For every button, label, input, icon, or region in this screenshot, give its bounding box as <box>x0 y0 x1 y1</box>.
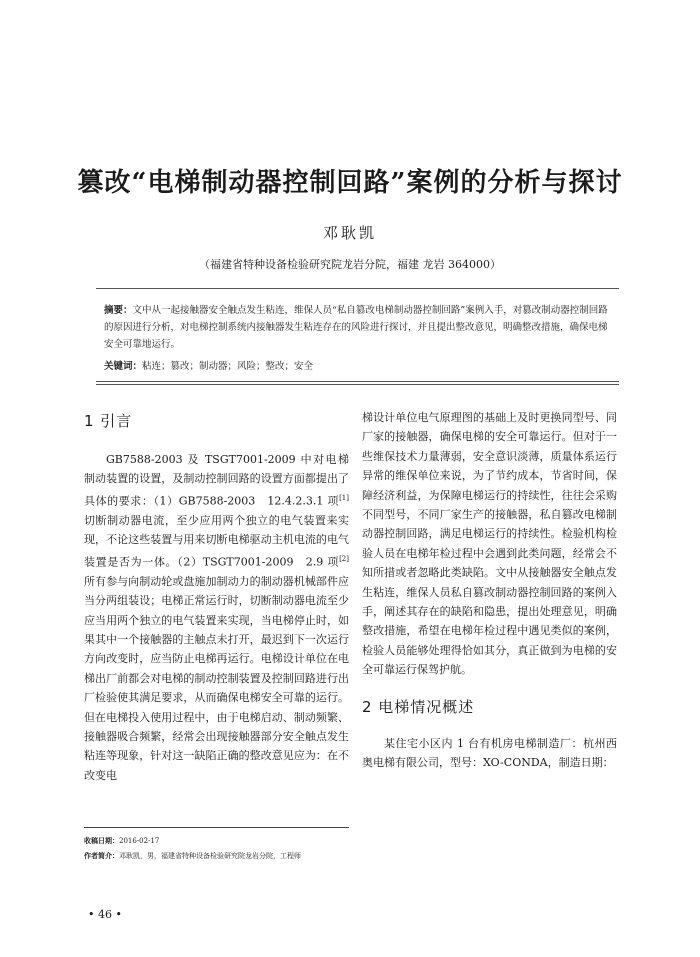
paper-title: 篡改“电梯制动器控制回路”案例的分析与探讨 <box>77 168 623 198</box>
section-2-heading: 2 电梯情况概述 <box>362 698 475 716</box>
author-affiliation: （福建省特种设备检验研究院龙岩分院，福建 龙岩 364000） <box>199 258 501 271</box>
abstract-text: 文中从一起接触器安全触点发生粘连，维保人员“私自篡改电梯制动器控制回路”案例入手，对篡改制动器控制回路的原因进行分析，对电梯控制系统内接触器发生粘连存在的风险进行探讨，并且提出整改意见，明确整改措施，确保电梯安全可靠地运行。 <box>104 305 608 350</box>
keywords-block <box>104 358 612 375</box>
abstract-label: 摘要： <box>104 305 133 316</box>
abstract-block <box>104 302 612 353</box>
section-1-paragraph-1 <box>84 450 349 785</box>
section-2-paragraph-1: 某住宅小区内 1 台有机房电梯制造厂：杭州西奥电梯有限公司，型号：XO-CONDA，制造日期： <box>362 737 617 770</box>
citation-ref-2[interactable]: [2] <box>339 554 349 563</box>
page-number: • 46 • <box>88 908 122 921</box>
section-1-paragraph-2: 梯设计单位电气原理图的基础上及时更换同型号、同厂家的接触器，确保电梯的安全可靠运行。但对于一些维保技术力量薄弱，安全意识淡薄，质量体系运行异常的维保单位来说，为了节约成本，节省时间，保障经济利益，为保障电梯运行的持续性，往往会采购不同型号，不同厂家生产的接触器，私自篡改电梯制动器控制回路，满足电梯运行的持续性。检验机构检验人员在电梯年检过程中会遇到此类问题，经常会不知所措或者忽略此类缺陷。文中从接触器安全触点发生粘连，维保人员私自篡改制动器控制回路的案例入手，阐述其存在的缺陷和隐患，提出处理意见，明确整改措施，希望在电梯年检过程中遇见类似的案例，检验人员能够处理得恰如其分，真正做到为电梯的安全可靠运行保驾护航。 <box>362 411 617 677</box>
keywords-label: 关键词： <box>104 361 143 372</box>
right-column <box>362 408 617 680</box>
para1-part-c: 所有参与向制动轮或盘施加制动力的制动器机械部件应当分两组装设；电梯正常运行时，切断制动器电流至少应当用两个独立的电气装置来实现，当电梯停止时，如果其中一个接触器的主触点未打开，最迟到下一次运行方向改变时，应当防止电梯再运行。电梯设计单位在电梯出厂前都会对电梯的制动控制装置及控制回路进行出厂检验使其满足要求，从而确保电梯安全可靠的运行。但在电梯投入使用过程中，由于电梯启动、制动频繁、接触器吸合频繁，经常会出现接触器部分安全触点发生粘连等现象，针对这一缺陷正确的整改意见应为：在不改变电 <box>84 574 349 782</box>
author-name: 邓耿凯 <box>322 224 377 242</box>
author-bio: 邓耿凯，男，福建省特种设备检验研究院龙岩分院，工程师 <box>119 852 301 860</box>
footnote-author <box>84 851 384 862</box>
footnote-rule <box>84 827 349 828</box>
para1-part-a: GB7588-2003 及 TSGT7001-2009 中对电梯制动装置的设置，及制动控制回路的设置方面都提出了具体的要求：（1）GB7588-2003 12.4.2.3.1 项 <box>84 453 349 508</box>
left-column <box>84 450 349 785</box>
author-bio-label: 作者简介： <box>84 852 119 860</box>
received-label: 收稿日期： <box>84 837 119 845</box>
section-2-body <box>362 734 617 773</box>
received-date: 2016-02-17 <box>119 837 160 845</box>
citation-ref-1[interactable]: [1] <box>339 493 349 502</box>
abstract-bottom-rule <box>96 381 619 385</box>
footnote-received <box>84 836 384 847</box>
keywords-text: 粘连；篡改；制动器；风险；整改；安全 <box>142 361 314 372</box>
para1-part-b: 切断制动器电流，至少应用两个独立的电气装置来实现，不论这些装置与用来切断电梯驱动主机电流的电气装置是否为一体。（2）TSGT7001-2009 2.9 项 <box>84 513 349 569</box>
abstract-top-rule <box>96 288 619 289</box>
section-1-heading: 1 引言 <box>84 412 133 430</box>
